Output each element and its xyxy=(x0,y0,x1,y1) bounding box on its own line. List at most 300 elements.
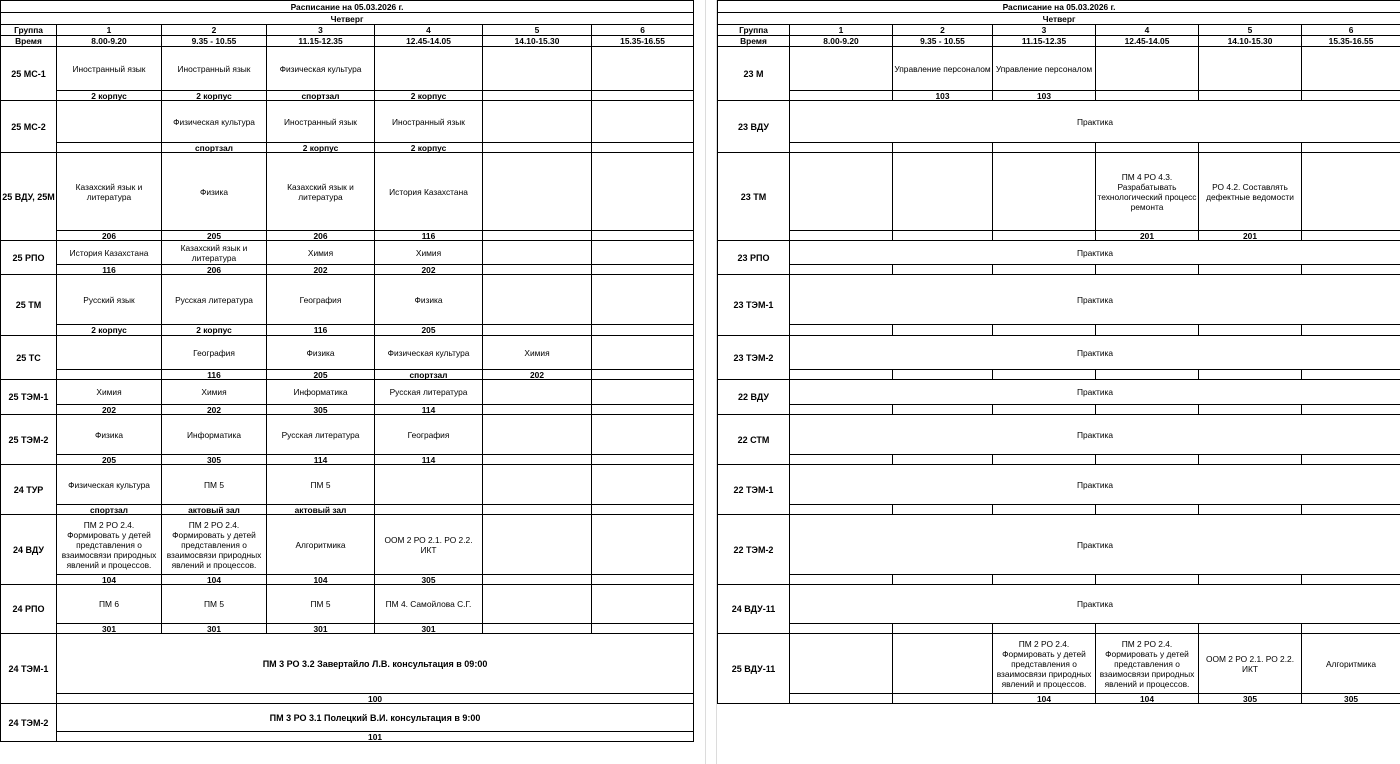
subject-cell: География xyxy=(375,415,483,455)
room-cell xyxy=(993,624,1096,634)
room-cell: 305 xyxy=(1302,694,1400,704)
room-cell xyxy=(1096,91,1199,101)
room-cell xyxy=(790,405,893,415)
table-row xyxy=(1,143,694,153)
table-row xyxy=(1,101,694,143)
room-cell xyxy=(1302,325,1400,336)
group-name: 23 ТЭМ-2 xyxy=(718,336,790,380)
room-cell: 103 xyxy=(993,91,1096,101)
room-cell xyxy=(1096,405,1199,415)
table-row xyxy=(1,624,694,634)
table-row xyxy=(718,515,1400,575)
subject-cell: Химия xyxy=(57,380,162,405)
room-cell xyxy=(1302,143,1400,153)
room-cell: 114 xyxy=(375,455,483,465)
pair-number-header: 2 xyxy=(893,25,993,36)
subject-cell: География xyxy=(267,275,375,325)
subject-cell xyxy=(592,241,694,265)
room-cell xyxy=(1302,265,1400,275)
group-name: 24 ВДУ-11 xyxy=(718,585,790,634)
subject-cell xyxy=(893,153,993,231)
room-cell xyxy=(1199,143,1302,153)
table-row xyxy=(1,634,694,694)
subject-cell: Физика xyxy=(267,336,375,370)
subject-cell: ПМ 2 РО 2.4. Формировать у детей представления о взаимосвязи природных явлений и процессов. xyxy=(57,515,162,575)
pair-number-header: 6 xyxy=(592,25,694,36)
day-of-week: Четверг xyxy=(718,13,1400,25)
table-row xyxy=(1,505,694,515)
table-row xyxy=(1,515,694,575)
subject-cell: Иностранный язык xyxy=(162,47,267,91)
subject-cell: ПМ 6 xyxy=(57,585,162,624)
room-cell: 202 xyxy=(57,405,162,415)
table-row xyxy=(1,694,694,704)
subject-cell xyxy=(592,465,694,505)
room-cell: 301 xyxy=(162,624,267,634)
pair-time-header: 15.35-16.55 xyxy=(1302,36,1400,47)
table-row xyxy=(718,575,1400,585)
room-cell xyxy=(1096,265,1199,275)
table-row xyxy=(718,694,1400,704)
room-cell: 202 xyxy=(162,405,267,415)
group-name: 22 СТМ xyxy=(718,415,790,465)
group-name: 25 ТС xyxy=(1,336,57,380)
room-cell xyxy=(893,455,993,465)
room-cell: 2 корпус xyxy=(57,91,162,101)
group-name: 25 РПО xyxy=(1,241,57,275)
room-cell: 305 xyxy=(375,575,483,585)
subject-cell xyxy=(1302,47,1400,91)
table-row xyxy=(1,405,694,415)
subject-cell: Казахский язык и литература xyxy=(162,241,267,265)
group-name: 25 ВДУ-11 xyxy=(718,634,790,704)
room-cell xyxy=(893,325,993,336)
room-cell: 114 xyxy=(375,405,483,415)
group-name: 23 ВДУ xyxy=(718,101,790,153)
room-cell xyxy=(483,143,592,153)
room-cell xyxy=(57,370,162,380)
room-cell: 104 xyxy=(993,694,1096,704)
room-cell xyxy=(790,694,893,704)
room-cell: актовый зал xyxy=(267,505,375,515)
subject-cell: История Казахстана xyxy=(375,153,483,231)
table-row xyxy=(1,704,694,732)
group-name: 24 РПО xyxy=(1,585,57,634)
room-cell xyxy=(1199,405,1302,415)
room-cell xyxy=(1096,370,1199,380)
subject-cell: Физика xyxy=(375,275,483,325)
room-cell xyxy=(790,505,893,515)
pair-time-header: 8.00-9.20 xyxy=(57,36,162,47)
subject-cell: Информатика xyxy=(267,380,375,405)
room-cell: 2 корпус xyxy=(57,325,162,336)
table-row xyxy=(718,370,1400,380)
room-cell: 301 xyxy=(375,624,483,634)
gap-line xyxy=(705,0,706,764)
practice-cell: Практика xyxy=(790,336,1400,370)
room-cell xyxy=(893,694,993,704)
subject-cell xyxy=(483,275,592,325)
subject-cell xyxy=(592,515,694,575)
subject-cell: Казахский язык и литература xyxy=(267,153,375,231)
subject-cell: География xyxy=(162,336,267,370)
room-cell: 206 xyxy=(267,231,375,241)
room-cell: 100 xyxy=(57,694,694,704)
table-row xyxy=(718,241,1400,265)
table-row xyxy=(718,465,1400,505)
group-name: 24 ВДУ xyxy=(1,515,57,585)
room-cell: 104 xyxy=(162,575,267,585)
room-cell xyxy=(483,405,592,415)
room-cell xyxy=(1096,624,1199,634)
table-row xyxy=(718,624,1400,634)
table-row xyxy=(718,405,1400,415)
subject-cell: ООМ 2 РО 2.1. РО 2.2. ИКТ xyxy=(1199,634,1302,694)
room-cell: 2 корпус xyxy=(375,143,483,153)
subject-cell: Русская литература xyxy=(375,380,483,405)
room-cell xyxy=(57,143,162,153)
table-row xyxy=(718,231,1400,241)
room-cell xyxy=(592,370,694,380)
pair-number-header: 5 xyxy=(483,25,592,36)
room-cell xyxy=(592,325,694,336)
room-cell xyxy=(893,370,993,380)
subject-cell xyxy=(375,47,483,91)
room-cell xyxy=(1199,91,1302,101)
group-name: 25 ВДУ, 25М xyxy=(1,153,57,241)
table-row xyxy=(1,153,694,231)
subject-cell: Алгоритмика xyxy=(1302,634,1400,694)
subject-cell: Управление персоналом xyxy=(893,47,993,91)
subject-cell: ПМ 5 xyxy=(162,585,267,624)
pair-time-header: 9.35 - 10.55 xyxy=(162,36,267,47)
room-cell xyxy=(893,575,993,585)
room-cell xyxy=(483,265,592,275)
room-cell: 114 xyxy=(267,455,375,465)
group-name: 24 ТЭМ-1 xyxy=(1,634,57,704)
subject-cell xyxy=(483,47,592,91)
pair-number-header: 6 xyxy=(1302,25,1400,36)
room-cell xyxy=(790,265,893,275)
table-row xyxy=(1,231,694,241)
table-row xyxy=(718,143,1400,153)
pair-number-header: 5 xyxy=(1199,25,1302,36)
group-name: 23 РПО xyxy=(718,241,790,275)
subject-cell xyxy=(592,585,694,624)
subject-cell: Иностранный язык xyxy=(267,101,375,143)
subject-cell: Информатика xyxy=(162,415,267,455)
room-cell xyxy=(483,325,592,336)
subject-cell xyxy=(483,465,592,505)
room-cell: спортзал xyxy=(375,370,483,380)
subject-cell xyxy=(483,241,592,265)
room-cell xyxy=(893,143,993,153)
subject-cell: ПМ 2 РО 2.4. Формировать у детей представления о взаимосвязи природных явлений и процессов. xyxy=(1096,634,1199,694)
subject-cell xyxy=(375,465,483,505)
subject-cell xyxy=(592,47,694,91)
schedule-title: Расписание на 05.03.2026 г. xyxy=(1,1,694,13)
subject-cell: ПМ 5 xyxy=(267,585,375,624)
subject-cell: ПМ 2 РО 2.4. Формировать у детей представления о взаимосвязи природных явлений и процессов. xyxy=(162,515,267,575)
pair-time-header: 14.10-15.30 xyxy=(483,36,592,47)
subject-cell xyxy=(483,101,592,143)
group-name: 25 МС-2 xyxy=(1,101,57,153)
room-cell xyxy=(1302,91,1400,101)
room-cell: 104 xyxy=(1096,694,1199,704)
room-cell xyxy=(592,143,694,153)
pair-time-header: 14.10-15.30 xyxy=(1199,36,1302,47)
room-cell xyxy=(993,370,1096,380)
subject-cell: Химия xyxy=(267,241,375,265)
room-cell: 116 xyxy=(375,231,483,241)
subject-cell xyxy=(57,336,162,370)
subject-cell: Алгоритмика xyxy=(267,515,375,575)
time-column-header: Время xyxy=(718,36,790,47)
room-cell xyxy=(1302,370,1400,380)
subject-cell xyxy=(592,336,694,370)
table-row xyxy=(1,325,694,336)
schedule-sheet-left xyxy=(0,0,695,764)
subject-cell xyxy=(790,153,893,231)
room-cell: 101 xyxy=(57,732,694,742)
subject-cell xyxy=(1199,47,1302,91)
table-row xyxy=(718,153,1400,231)
schedule-table xyxy=(717,0,1400,704)
table-row xyxy=(1,265,694,275)
room-cell xyxy=(483,231,592,241)
room-cell xyxy=(1096,455,1199,465)
room-cell xyxy=(790,91,893,101)
table-row xyxy=(718,455,1400,465)
table-row xyxy=(718,265,1400,275)
room-cell xyxy=(790,624,893,634)
group-name: 25 МС-1 xyxy=(1,47,57,101)
schedule-sheet-right xyxy=(717,0,1400,764)
subject-cell: История Казахстана xyxy=(57,241,162,265)
table-row xyxy=(718,101,1400,143)
practice-cell: Практика xyxy=(790,241,1400,265)
pair-number-header: 3 xyxy=(993,25,1096,36)
table-row xyxy=(718,91,1400,101)
room-cell xyxy=(993,455,1096,465)
subject-cell xyxy=(483,415,592,455)
table-row xyxy=(1,380,694,405)
pair-time-header: 9.35 - 10.55 xyxy=(893,36,993,47)
subject-cell xyxy=(483,380,592,405)
subject-cell xyxy=(790,47,893,91)
pair-time-header: 15.35-16.55 xyxy=(592,36,694,47)
table-row xyxy=(1,732,694,742)
room-cell xyxy=(1199,265,1302,275)
subject-cell: Физическая культура xyxy=(57,465,162,505)
subject-cell: Казахский язык и литература xyxy=(57,153,162,231)
room-cell xyxy=(893,231,993,241)
room-cell: 116 xyxy=(57,265,162,275)
subject-cell xyxy=(1302,153,1400,231)
table-row xyxy=(1,336,694,370)
table-row xyxy=(718,380,1400,405)
practice-cell: Практика xyxy=(790,585,1400,624)
room-cell: 205 xyxy=(267,370,375,380)
subject-cell: ПМ 4. Самойлова С.Г. xyxy=(375,585,483,624)
room-cell: 201 xyxy=(1096,231,1199,241)
group-name: 22 ТЭМ-1 xyxy=(718,465,790,515)
practice-cell: Практика xyxy=(790,515,1400,575)
room-cell xyxy=(592,624,694,634)
table-row xyxy=(1,415,694,455)
room-cell: спортзал xyxy=(57,505,162,515)
table-row xyxy=(1,47,694,91)
room-cell xyxy=(893,505,993,515)
subject-cell xyxy=(1096,47,1199,91)
room-cell: 206 xyxy=(57,231,162,241)
subject-cell xyxy=(592,380,694,405)
room-cell xyxy=(1302,455,1400,465)
merged-lesson-cell: ПМ 3 РО 3.1 Полецкий В.И. консультация в 9:00 xyxy=(57,704,694,732)
table-row xyxy=(718,505,1400,515)
pair-time-header: 8.00-9.20 xyxy=(790,36,893,47)
practice-cell: Практика xyxy=(790,101,1400,143)
subject-cell: ООМ 2 РО 2.1. РО 2.2. ИКТ xyxy=(375,515,483,575)
subject-cell xyxy=(592,153,694,231)
pair-number-header: 2 xyxy=(162,25,267,36)
subject-cell xyxy=(57,101,162,143)
room-cell: 2 корпус xyxy=(162,325,267,336)
table-row xyxy=(1,465,694,505)
subject-cell xyxy=(483,585,592,624)
room-cell xyxy=(993,575,1096,585)
room-cell xyxy=(790,325,893,336)
pair-number-header: 4 xyxy=(375,25,483,36)
table-row xyxy=(1,370,694,380)
table-row xyxy=(718,275,1400,325)
room-cell: 202 xyxy=(483,370,592,380)
subject-cell xyxy=(592,101,694,143)
room-cell xyxy=(1199,505,1302,515)
room-cell xyxy=(1096,505,1199,515)
room-cell: 206 xyxy=(162,265,267,275)
practice-cell: Практика xyxy=(790,275,1400,325)
group-name: 25 ТЭМ-1 xyxy=(1,380,57,415)
group-name: 25 ТЭМ-2 xyxy=(1,415,57,465)
room-cell xyxy=(893,405,993,415)
room-cell: 301 xyxy=(267,624,375,634)
pair-number-header: 1 xyxy=(57,25,162,36)
pair-number-header: 4 xyxy=(1096,25,1199,36)
subject-cell: Физическая культура xyxy=(162,101,267,143)
table-row xyxy=(1,455,694,465)
subject-cell: Физическая культура xyxy=(267,47,375,91)
room-cell xyxy=(790,575,893,585)
table-row xyxy=(1,241,694,265)
subject-cell: Химия xyxy=(162,380,267,405)
room-cell xyxy=(1302,405,1400,415)
room-cell xyxy=(1096,575,1199,585)
subject-cell: Химия xyxy=(483,336,592,370)
room-cell xyxy=(1199,325,1302,336)
room-cell xyxy=(592,265,694,275)
room-cell: 116 xyxy=(267,325,375,336)
time-column-header: Время xyxy=(1,36,57,47)
subject-cell: Русская литература xyxy=(267,415,375,455)
room-cell xyxy=(1096,143,1199,153)
room-cell: 301 xyxy=(57,624,162,634)
table-row xyxy=(718,585,1400,624)
pair-time-header: 11.15-12.35 xyxy=(993,36,1096,47)
room-cell xyxy=(483,455,592,465)
room-cell xyxy=(1302,624,1400,634)
group-name: 23 ТМ xyxy=(718,153,790,241)
subject-cell xyxy=(592,415,694,455)
room-cell xyxy=(790,370,893,380)
practice-cell: Практика xyxy=(790,380,1400,405)
subject-cell: ПМ 5 xyxy=(267,465,375,505)
room-cell xyxy=(483,505,592,515)
room-cell xyxy=(592,505,694,515)
schedule-title: Расписание на 05.03.2026 г. xyxy=(718,1,1400,13)
room-cell: 104 xyxy=(267,575,375,585)
room-cell: 202 xyxy=(375,265,483,275)
table-row xyxy=(718,325,1400,336)
room-cell: 2 корпус xyxy=(162,91,267,101)
room-cell: 205 xyxy=(162,231,267,241)
room-cell xyxy=(483,91,592,101)
room-cell xyxy=(1199,370,1302,380)
room-cell: спортзал xyxy=(162,143,267,153)
room-cell xyxy=(993,325,1096,336)
room-cell: 2 корпус xyxy=(375,91,483,101)
room-cell xyxy=(1302,231,1400,241)
table-row xyxy=(718,336,1400,370)
subject-cell: Управление персоналом xyxy=(993,47,1096,91)
room-cell xyxy=(993,143,1096,153)
room-cell: 103 xyxy=(893,91,993,101)
room-cell: 104 xyxy=(57,575,162,585)
subject-cell xyxy=(790,634,893,694)
room-cell: 305 xyxy=(162,455,267,465)
pair-time-header: 12.45-14.05 xyxy=(1096,36,1199,47)
room-cell xyxy=(993,505,1096,515)
room-cell: 305 xyxy=(267,405,375,415)
room-cell xyxy=(790,231,893,241)
room-cell: спортзал xyxy=(267,91,375,101)
pair-time-header: 12.45-14.05 xyxy=(375,36,483,47)
subject-cell: Физическая культура xyxy=(375,336,483,370)
room-cell: 2 корпус xyxy=(267,143,375,153)
subject-cell: Иностранный язык xyxy=(375,101,483,143)
table-row xyxy=(1,575,694,585)
table-row xyxy=(718,634,1400,694)
subject-cell: Иностранный язык xyxy=(57,47,162,91)
room-cell xyxy=(592,575,694,585)
table-row xyxy=(1,91,694,101)
room-cell xyxy=(375,505,483,515)
group-column-header: Группа xyxy=(1,25,57,36)
subject-cell: Физика xyxy=(57,415,162,455)
room-cell xyxy=(1302,575,1400,585)
day-of-week: Четверг xyxy=(1,13,694,25)
group-name: 22 ТЭМ-2 xyxy=(718,515,790,585)
room-cell xyxy=(592,405,694,415)
subject-cell xyxy=(592,275,694,325)
merged-lesson-cell: ПМ 3 РО 3.2 Завертайло Л.В. консультация в 09:00 xyxy=(57,634,694,694)
table-row xyxy=(1,585,694,624)
room-cell: 202 xyxy=(267,265,375,275)
room-cell xyxy=(993,231,1096,241)
room-cell xyxy=(993,405,1096,415)
pair-time-header: 11.15-12.35 xyxy=(267,36,375,47)
room-cell xyxy=(483,575,592,585)
